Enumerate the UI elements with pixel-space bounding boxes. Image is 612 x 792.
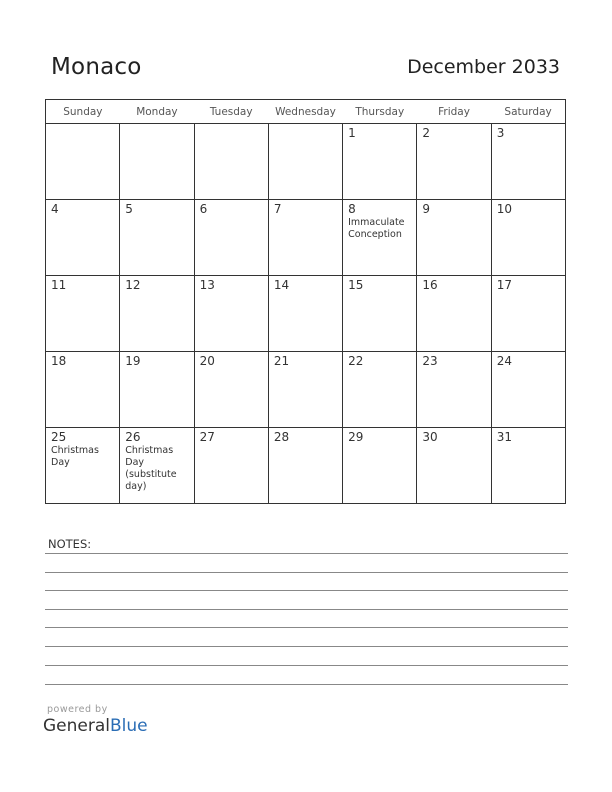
- day-number: 28: [273, 430, 290, 444]
- day-number: 3: [496, 126, 505, 140]
- country-title: Monaco: [51, 54, 142, 80]
- day-number: 18: [51, 354, 67, 368]
- day-cell: [194, 276, 268, 352]
- day-cell: [343, 428, 417, 504]
- day-number: 27: [199, 430, 215, 444]
- day-number: 10: [496, 202, 512, 216]
- day-number: 2: [422, 126, 431, 140]
- week-row: [46, 200, 566, 276]
- day-cell: [120, 200, 194, 276]
- day-cell: [268, 200, 342, 276]
- holiday-label: Christmas Day: [51, 445, 99, 468]
- calendar-grid: [45, 99, 566, 504]
- notes-label: NOTES:: [48, 537, 92, 551]
- day-number: 11: [51, 278, 67, 292]
- day-cell: [194, 352, 268, 428]
- notes-line: [45, 553, 568, 554]
- brand-blue: Blue: [110, 716, 148, 736]
- day-number: 24: [496, 354, 512, 368]
- day-cell: [194, 200, 268, 276]
- day-cell: [120, 428, 194, 504]
- day-cell: [120, 276, 194, 352]
- day-cell: [46, 428, 120, 504]
- day-cell: [417, 428, 491, 504]
- week-row: [46, 124, 566, 200]
- day-number: 14: [273, 278, 290, 292]
- day-number: 15: [348, 278, 364, 292]
- day-cell: [343, 124, 417, 200]
- day-number: 1: [348, 126, 356, 140]
- day-cell: [268, 276, 342, 352]
- day-cell: [46, 124, 120, 200]
- day-cell: [268, 352, 342, 428]
- day-number: 25: [51, 430, 67, 444]
- day-number: 12: [125, 278, 141, 292]
- notes-line: [45, 609, 568, 610]
- weekday-wednesday: Wednesday: [268, 100, 342, 124]
- day-cell: [268, 428, 342, 504]
- day-cell: [268, 124, 342, 200]
- day-number: 17: [496, 278, 512, 292]
- day-cell: [194, 124, 268, 200]
- day-number: 9: [422, 202, 431, 216]
- brand-general: General: [43, 716, 110, 736]
- day-cell: [120, 124, 194, 200]
- day-cell: [491, 124, 565, 200]
- day-number: 31: [496, 430, 512, 444]
- day-cell: [343, 276, 417, 352]
- day-cell: [417, 124, 491, 200]
- notes-line: [45, 627, 568, 628]
- notes-line: [45, 665, 568, 666]
- day-cell: [417, 352, 491, 428]
- month-title: December 2033: [407, 56, 560, 78]
- weekday-thursday: Thursday: [343, 100, 417, 124]
- day-cell: [120, 352, 194, 428]
- weekday-header-row: [46, 100, 566, 124]
- day-number: 20: [199, 354, 215, 368]
- day-cell: [46, 276, 120, 352]
- day-number: 4: [51, 202, 59, 216]
- day-number: 19: [125, 354, 141, 368]
- powered-by-text: powered by: [47, 704, 108, 715]
- day-cell: [491, 276, 565, 352]
- day-cell: [417, 276, 491, 352]
- day-number: 29: [348, 430, 364, 444]
- day-cell: [343, 200, 417, 276]
- day-cell: [491, 200, 565, 276]
- weekday-friday: Friday: [417, 100, 491, 124]
- day-cell: [194, 428, 268, 504]
- day-number: 26: [125, 430, 141, 444]
- day-number: 30: [422, 430, 438, 444]
- notes-line: [45, 646, 568, 647]
- notes-line: [45, 572, 568, 573]
- weekday-saturday: Saturday: [491, 100, 565, 124]
- day-number: 21: [273, 354, 290, 368]
- day-number: 22: [348, 354, 364, 368]
- holiday-label: Christmas Day (substitute day): [125, 445, 177, 492]
- day-cell: [343, 352, 417, 428]
- day-cell: [46, 200, 120, 276]
- weekday-sunday: Sunday: [46, 100, 120, 124]
- day-number: 6: [199, 202, 208, 216]
- day-number: 13: [199, 278, 215, 292]
- week-row: [46, 352, 566, 428]
- notes-line: [45, 684, 568, 685]
- day-cell: [46, 352, 120, 428]
- week-row: [46, 428, 566, 504]
- day-number: 7: [273, 202, 282, 216]
- day-number: 23: [422, 354, 438, 368]
- day-number: 16: [422, 278, 438, 292]
- day-cell: [417, 200, 491, 276]
- day-number: 5: [125, 202, 133, 216]
- weekday-monday: Monday: [120, 100, 194, 124]
- day-number: 8: [348, 202, 356, 216]
- notes-line: [45, 590, 568, 591]
- weekday-tuesday: Tuesday: [194, 100, 268, 124]
- day-cell: [491, 352, 565, 428]
- holiday-label: Immaculate Conception: [348, 217, 405, 240]
- week-row: [46, 276, 566, 352]
- day-cell: [491, 428, 565, 504]
- generalblue-logo: [43, 716, 148, 736]
